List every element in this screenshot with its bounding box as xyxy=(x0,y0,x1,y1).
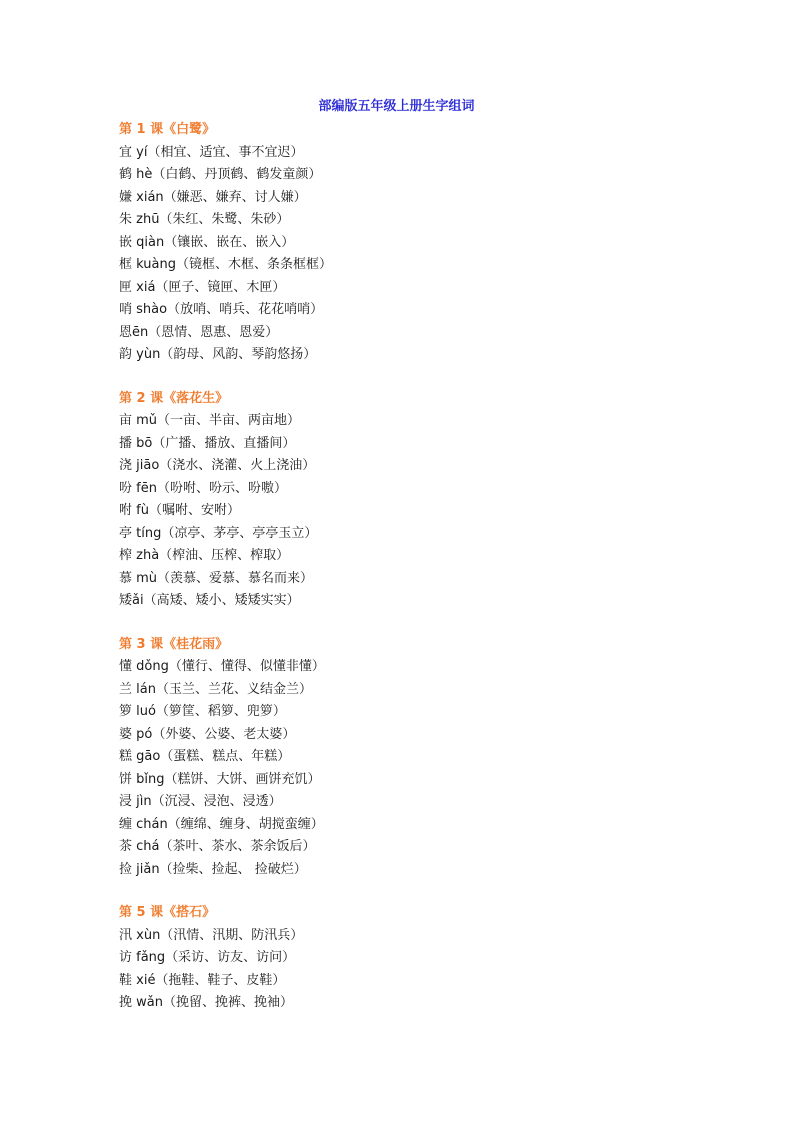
word-entry: 亩 mǔ（一亩、半亩、两亩地） xyxy=(119,413,301,428)
word-entry: 访 fǎng（采访、访友、访问） xyxy=(119,950,296,965)
word-entry: 榨 zhà（榨油、压榨、榨取） xyxy=(119,548,290,563)
word-entry: 哨 shào（放哨、哨兵、花花哨哨） xyxy=(119,302,324,317)
word-entry: 捡 jiǎn（捡柴、捡起、 捡破烂） xyxy=(119,861,307,877)
word-entry: 亭 tíng（凉亭、茅亭、亭亭玉立） xyxy=(119,525,318,541)
word-entry: 咐 fù（嘱咐、安咐） xyxy=(119,503,240,518)
word-entry: 箩 luó（箩筐、稻箩、兜箩） xyxy=(119,704,286,719)
word-entry: 播 bō（广播、播放、直播间） xyxy=(119,435,296,451)
word-entry: 矮ǎi（高矮、矮小、矮矮实实） xyxy=(119,593,300,608)
word-entry: 糕 gāo（蛋糕、糕点、年糕） xyxy=(119,749,291,764)
word-entry: 鞋 xié（拖鞋、鞋子、皮鞋） xyxy=(119,972,286,988)
word-entry: 宜 yí（相宜、适宜、事不宜迟） xyxy=(119,144,304,160)
word-entry: 鹤 hè（白鹤、丹顶鹤、鹤发童颜） xyxy=(119,167,322,182)
word-entry: 慕 mù（羡慕、爱慕、慕名而来） xyxy=(119,570,314,586)
word-entry: 懂 dǒng（懂行、懂得、似懂非懂） xyxy=(119,659,325,674)
word-entry: 茶 chá（茶叶、茶水、茶余饭后） xyxy=(119,839,316,854)
lesson-heading: 第 1 课《白鹭》 xyxy=(119,122,216,137)
lesson-list xyxy=(119,119,679,1036)
word-entry: 朱 zhū（朱红、朱鹭、朱砂） xyxy=(119,212,290,227)
word-entry: 挽 wǎn（挽留、挽裤、挽袖） xyxy=(119,995,293,1010)
lesson-heading: 第 3 课《桂花雨》 xyxy=(119,636,229,652)
word-entry: 韵 yùn（韵母、风韵、琴韵悠扬） xyxy=(119,347,317,362)
word-entry: 浇 jiāo（浇水、浇灌、火上浇油） xyxy=(119,458,316,473)
document-title: 部编版五年级上册生字组词 xyxy=(318,99,475,114)
word-entry: 汛 xùn（汛情、汛期、防汛兵） xyxy=(119,927,304,943)
word-entry: 缠 chán（缠绵、缠身、胡搅蛮缠） xyxy=(119,816,324,832)
word-entry: 匣 xiá（匣子、镜匣、木匣） xyxy=(119,279,286,295)
word-entry: 框 kuàng（镜框、木框、条条框框） xyxy=(119,257,332,272)
word-entry: 嵌 qiàn（镶嵌、嵌在、嵌入） xyxy=(119,234,295,250)
word-entry: 嫌 xián（嫌恶、嫌弃、讨人嫌） xyxy=(119,189,307,205)
word-entry: 饼 bǐng（糕饼、大饼、画饼充饥） xyxy=(119,771,321,787)
word-entry: 婆 pó（外婆、公婆、老太婆） xyxy=(119,726,296,742)
lesson-1 xyxy=(119,119,679,367)
word-entry: 恩ēn（恩情、恩惠、恩爱） xyxy=(119,324,279,340)
word-entry: 吩 fēn（吩咐、吩示、吩嗷） xyxy=(119,480,287,496)
lesson-heading: 第 5 课《搭石》 xyxy=(119,905,216,920)
lesson-2 xyxy=(119,388,679,613)
word-entry: 兰 lán（玉兰、兰花、义结金兰） xyxy=(119,681,312,697)
word-entry: 浸 jìn（沉浸、浸泡、浸透） xyxy=(119,794,282,809)
lesson-5 xyxy=(119,902,679,1015)
lesson-heading: 第 2 课《落花生》 xyxy=(119,390,229,406)
lesson-3 xyxy=(119,634,679,882)
